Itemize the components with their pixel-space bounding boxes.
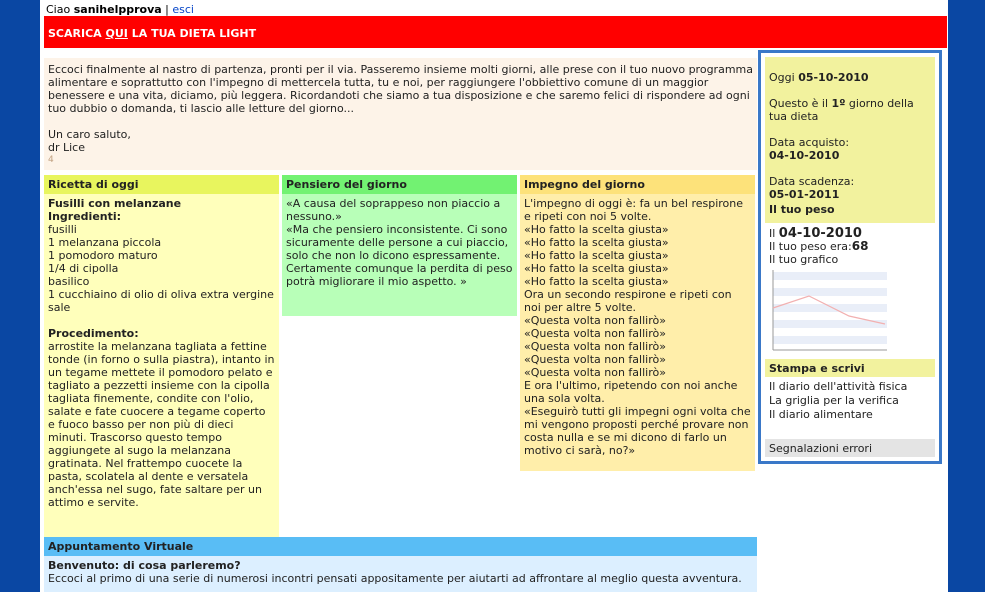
purchase-label: Data acquisto: <box>769 136 850 149</box>
ingredients-label: Ingredienti: <box>48 210 122 223</box>
commitment-line: «Ho fatto la scelta giusta» <box>524 275 669 288</box>
weight-title: Il tuo peso <box>769 203 835 216</box>
commitment-line: «Eseguirò tutti gli impegni ogni volta che mi vengono proposti perché provare non costa nulla e se mi dicono di farlo un motivo ci sarà, no?» <box>524 405 751 457</box>
day-text-before: Questo è il <box>769 97 832 110</box>
today-line <box>769 71 931 84</box>
diet-download-banner <box>44 16 947 48</box>
commitment-line: «Ho fatto la scelta giusta» <box>524 236 669 249</box>
commitment-line: «Ho fatto la scelta giusta» <box>524 262 669 275</box>
activity-diary-link[interactable]: Il diario dell'attività fisica <box>769 380 908 393</box>
greeting-text: Ciao <box>46 3 74 16</box>
food-diary-link[interactable]: Il diario alimentare <box>769 408 873 421</box>
day-text-after: giorno della tua dieta <box>769 97 914 123</box>
virtual-appointment-box <box>44 537 757 592</box>
logout-link[interactable]: esci <box>172 3 194 16</box>
today-date: 05-10-2010 <box>798 71 869 84</box>
intro-closing: Un caro saluto, <box>48 128 131 141</box>
report-errors-link[interactable]: Segnalazioni errori <box>765 439 935 457</box>
download-link[interactable]: QUI <box>105 27 128 40</box>
thought-line: «Ma che pensiero inconsistente. Ci sono sicuramente delle persone a cui piaccio, solo che non lo dicono espressamente. Certamente comunque la perdita di peso potrà migliorare il mio aspetto. » <box>286 223 513 288</box>
appointment-title: Benvenuto: di cosa parleremo? <box>48 559 241 572</box>
recipe-header: Ricetta di oggi <box>44 175 279 194</box>
procedure-text: arrostite la melanzana tagliata a fettine tonde (in forno o sulla piastra), intanto in un tegame mettete il pomodoro pelato e tagliato a pezzetti insieme con la cipolla tagliata finemente, condite con l'olio, salate e fate cuocere a tegame coperto e fuoco basso per non più di dieci minuti. Trascorso questo tempo aggiungete al sugo la melanzana gratinata. Nel frattempo cuocete la pasta, scolatela al dente e versatela anch'essa nel sugo, fate saltare per un attimo e servite. <box>48 340 275 509</box>
intro-paragraph: Eccoci finalmente al nastro di partenza, pronti per il via. Passeremo insieme molti giorni, alle prese con il tuo nuovo programma alimentare e soprattutto con l'impegno di mettercela tutta, tu e noi, per raggiungere l'obbiettivo comune di un maggior benessere e una vita, diciamo, più leggera. Ricordandoti che siamo a tua disposizione e che saremo felici di rispondere ad ogni tuo dubbio o domanda, ti lascio alle letture del giorno... <box>48 63 753 115</box>
thought-header: Pensiero del giorno <box>282 175 517 194</box>
username: sanihelpprova <box>73 3 162 16</box>
ingredient-item: 1 cucchiaino di olio di oliva extra vergine <box>48 288 274 301</box>
expiry-label: Data scadenza: <box>769 175 855 188</box>
expiry-date: 05-01-2011 <box>769 188 840 201</box>
commitment-line: «Questa volta non fallirò» <box>524 314 666 327</box>
weight-date: 04-10-2010 <box>778 226 862 241</box>
commitment-line: «Questa volta non fallirò» <box>524 353 666 366</box>
verification-grid-link[interactable]: La griglia per la verifica <box>769 394 899 407</box>
commitment-line: «Ho fatto la scelta giusta» <box>524 249 669 262</box>
ingredient-item: 1 pomodoro maturo <box>48 249 158 262</box>
weight-was-line <box>769 240 931 253</box>
diet-day-number: 1º <box>831 97 846 110</box>
recipe-box <box>44 175 279 537</box>
ingredient-item: sale <box>48 301 71 314</box>
ingredient-item: 1 melanzana piccola <box>48 236 162 249</box>
weight-value: 68 <box>851 239 869 253</box>
appointment-header: Appuntamento Virtuale <box>44 537 757 556</box>
commitment-line: «Ho fatto la scelta giusta» <box>524 223 669 236</box>
graph-link[interactable]: Il tuo grafico <box>769 253 839 266</box>
print-links <box>765 377 935 425</box>
weight-graph-thumbnail[interactable] <box>769 268 887 354</box>
print-header: Stampa e scrivi <box>765 359 935 377</box>
banner-text-before: SCARICA <box>48 27 106 40</box>
weight-day-prefix: Il <box>769 227 779 240</box>
ingredient-item: fusilli <box>48 223 77 236</box>
ingredients-list <box>48 223 275 314</box>
purchase-date: 04-10-2010 <box>769 149 840 162</box>
commitment-box <box>520 175 755 471</box>
procedure-label: Procedimento: <box>48 327 139 340</box>
commitment-line: «Questa volta non fallirò» <box>524 340 666 353</box>
today-label: Oggi <box>769 71 799 84</box>
thought-line: «A causa del soprappeso non piaccio a nessuno.» <box>286 197 501 223</box>
ingredient-item: 1/4 di cipolla <box>48 262 119 275</box>
commitment-line: «Questa volta non fallirò» <box>524 327 666 340</box>
user-bar <box>46 3 194 16</box>
intro-signature: dr Lice <box>48 141 86 154</box>
diet-day-line <box>769 97 931 123</box>
commitment-line: E ora l'ultimo, ripetendo con noi anche una sola volta. <box>524 379 738 405</box>
appointment-text: Eccoci al primo di una serie di numerosi incontri pensati appositamente per aiutarti ad affrontare al meglio questa avventura. <box>48 572 742 585</box>
weight-date-line <box>769 227 931 240</box>
thought-box <box>282 175 517 316</box>
banner-text-after: LA TUA DIETA LIGHT <box>127 27 257 40</box>
separator: | <box>161 3 173 16</box>
ingredient-item: basilico <box>48 275 90 288</box>
intro-mark: 4 <box>48 155 54 165</box>
intro-message <box>44 58 757 170</box>
commitment-line: Ora un secondo respirone e ripeti con noi per altre 5 volte. <box>524 288 732 314</box>
diet-dates-panel <box>765 57 935 223</box>
commitment-line: L'impegno di oggi è: fa un bel respirone e ripeti con noi 5 volte. <box>524 197 744 223</box>
weight-panel <box>765 223 935 357</box>
commitment-line: «Questa volta non fallirò» <box>524 366 666 379</box>
diet-status-sidebar <box>758 50 942 464</box>
commitment-header: Impegno del giorno <box>520 175 755 194</box>
recipe-title: Fusilli con melanzane <box>48 197 182 210</box>
weight-was-label: Il tuo peso era: <box>769 240 852 253</box>
